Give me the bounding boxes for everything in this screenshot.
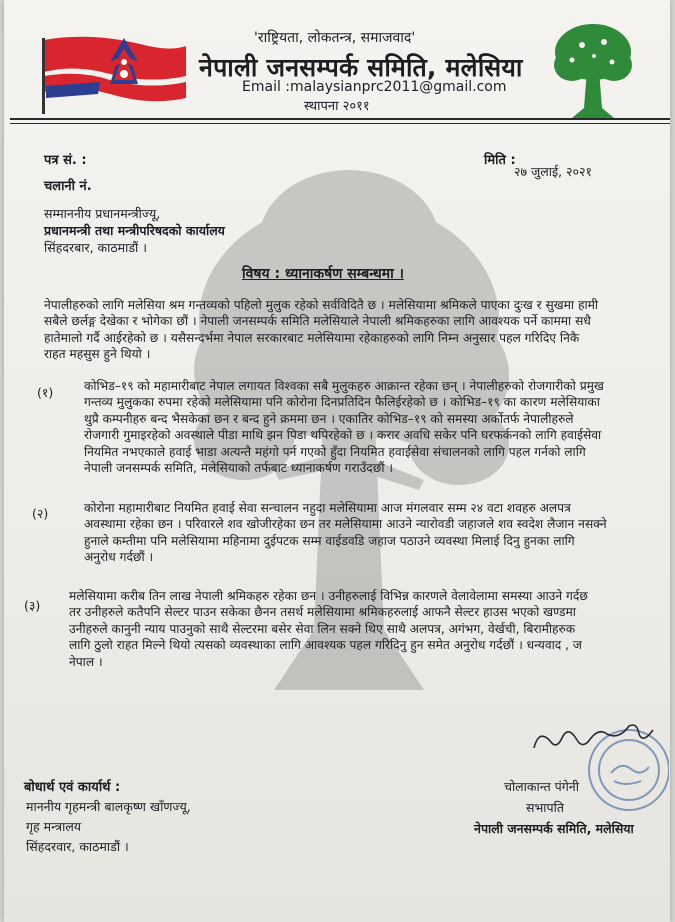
point-line: तर उनीहरुले कतैपनि सेल्टर पाउन सकेका छैनन तसर्थ मलेसियामा श्रमिकहरुलाई आफनै सेल्टर हाउस भएको खण्डमा	[69, 605, 576, 620]
point-line: उनीहरुले कानुनी न्याय पाउनुको साथै सेल्टरमा बसेर सेवा लिन सक्ने थिए साथै अलपत्र, अगंभग, वेर्खची, बिरामीहरुक	[69, 621, 576, 636]
point-line: रोजगारी गुमाइरहेको अवस्थाले पीडा माथि झन पिडा थपिरहेको छ । करार अवधि सकेर पनि घरफर्कनको लागि हवाईसेवा	[84, 428, 602, 443]
organization-name: नेपाली जनसम्पर्क समिति, मलेसिया	[199, 53, 523, 82]
header-divider	[10, 118, 670, 120]
email-address: Email :malaysianprc2011@gmail.com	[242, 79, 507, 95]
point-line: कोरोना महामारीबाट नियमित हवाई सेवा सन्चालन नहुदा मलेसियामा आज मंगलवार सम्म २४ वटा शवहरु अलपत्र	[84, 501, 571, 515]
point-line: कोभिड–१९ को महामारीबाट नेपाल लगायत विश्वका सबै मुलुकहरु आक्रान्त रहेका छन् । नेपालीहरुको रोजगारीको प्रमुख	[84, 379, 604, 393]
point-number: (३)	[24, 598, 41, 613]
point-line: मलेसियामा करीब तिन लाख नेपाली श्रमिकहरु रहेका छन । उनीहरुलाई विभिन्न कारणले वेलावेलामा समस्या आउने गर्दछ	[69, 589, 588, 603]
point-line: नियमित नभएकाले हवाई भाडा अत्यन्तै महंगो पर्न गएको हुँदा नियमित हवाईसेवा संचालनको लागि पहल गर्नको लागि	[84, 444, 586, 459]
motto: 'राष्ट्रियता, लोकतन्त्र, समाजवाद'	[254, 30, 416, 46]
date-value: २७ जुलाई, २०२१	[514, 164, 593, 179]
cc-title: बोधार्थ एवं कार्यार्थ :	[24, 780, 121, 795]
intro-line: नेपालीहरुको लागि मलेसिया श्रम गन्तव्यको पहिलो मुलुक रहेको सर्वविदितै छ । मलेसियामा श्रमिकले पाएका दुःख र सुखमा हामी	[44, 298, 599, 312]
signatory-name: चोलाकान्त पंगेनी	[504, 779, 579, 794]
signatory-organization: नेपाली जनसम्पर्क समिति, मलेसिया	[474, 821, 634, 836]
recipient-line: सम्माननीय प्रधानमन्त्रीज्यू,	[44, 206, 161, 221]
cc-recipient: माननीय गृहमन्त्री बालकृष्ण खाँणज्यू,	[26, 799, 191, 814]
reference-number-label: पत्र सं. :	[44, 153, 87, 168]
signature-icon	[529, 720, 669, 760]
point-line: नेपाल ।	[69, 654, 103, 669]
tree-logo-icon	[552, 20, 634, 120]
point-line: हुनाले कम्तीमा पनि मलेसियामा महिनामा दुईपटक सम्म वाईडवडि जहाज पठाउने व्यवस्था मिलाई दिनु हुनका लागि	[84, 533, 575, 548]
letter-page	[4, 0, 670, 922]
subject-line: विषय : ध्यानाकर्षण सम्बन्धमा ।	[242, 266, 404, 282]
signatory-title: सभापति	[526, 800, 564, 815]
founded-year: स्थापना २०११	[304, 99, 370, 114]
intro-line: हातेमालो गर्दै आईरहेको छ । यसैसन्दर्भमा नेपाल सरकारबाट मलेसियामा रहेकाहरुको लागि निम्न अनुसार पहल गरिदिए निकै	[44, 330, 580, 345]
cc-address: सिंहदरवार, काठमाडौं ।	[26, 839, 129, 854]
intro-line: सबैले छर्लङ्ग देखेका र भोगेका छौं । नेपाली जनसम्पर्क समिति मलेसियाले नेपाली श्रमिकहरुका लागि आवश्यक पर्ने काममा सधै	[44, 314, 591, 329]
dispatch-number-label: चलानी नं.	[44, 179, 92, 194]
point-paragraph	[84, 378, 604, 476]
point-paragraph	[69, 588, 588, 670]
date-label: मिति :	[484, 153, 516, 168]
point-number: (२)	[32, 506, 49, 521]
point-line: थुप्रै कम्पनीहरु बन्द भैसकेका छन र बन्द हुने क्रममा छन । एकातिर कोभिड–१९ को समस्या अर्कोतर्फ नेपालीहरुले	[84, 411, 574, 426]
cc-office: गृह मन्त्रालय	[26, 819, 82, 834]
point-number: (१)	[37, 385, 54, 400]
point-line: गन्तव्य मुलुकका रुपमा रहेको मलेसियामा पनि कोरोना दिनप्रतिदिन फैलिईरहेको छ । कोभिड–१९ का कारण मलेसियाका	[84, 395, 600, 410]
intro-paragraph	[44, 297, 598, 363]
recipient-office: प्रधानमन्त्री तथा मन्त्रीपरिषदको कार्यालय	[44, 223, 225, 238]
point-line: अनुरोध गर्दछौं ।	[84, 550, 154, 565]
point-line: लागि ठुलो राहत मिल्ने थियो त्यसको व्यवस्थाका लागि आवश्यक पहल गरिदिनु हुन समेत अनुरोध गर्दछौं । धन्यवाद , ज	[69, 638, 582, 653]
point-paragraph	[84, 500, 607, 566]
point-line: अवस्थामा रहेका छन । परिवारले शव खोजीरहेका छन तर मलेसियामा आउने न्यारोवडी जहाजले शव स्वदेश लैजान नसक्ने	[84, 517, 607, 532]
intro-line: राहत महसुस हुने थियो ।	[44, 347, 151, 362]
recipient-address: सिंहदरबार, काठमाडौं ।	[44, 240, 147, 255]
point-line: नेपाली जनसम्पर्क समिति, मलेसियाको तर्फबाट ध्यानाकर्षण गराउँदछौं ।	[84, 461, 393, 476]
header-divider-thin	[10, 123, 670, 124]
nepal-flag-logo	[40, 32, 190, 114]
